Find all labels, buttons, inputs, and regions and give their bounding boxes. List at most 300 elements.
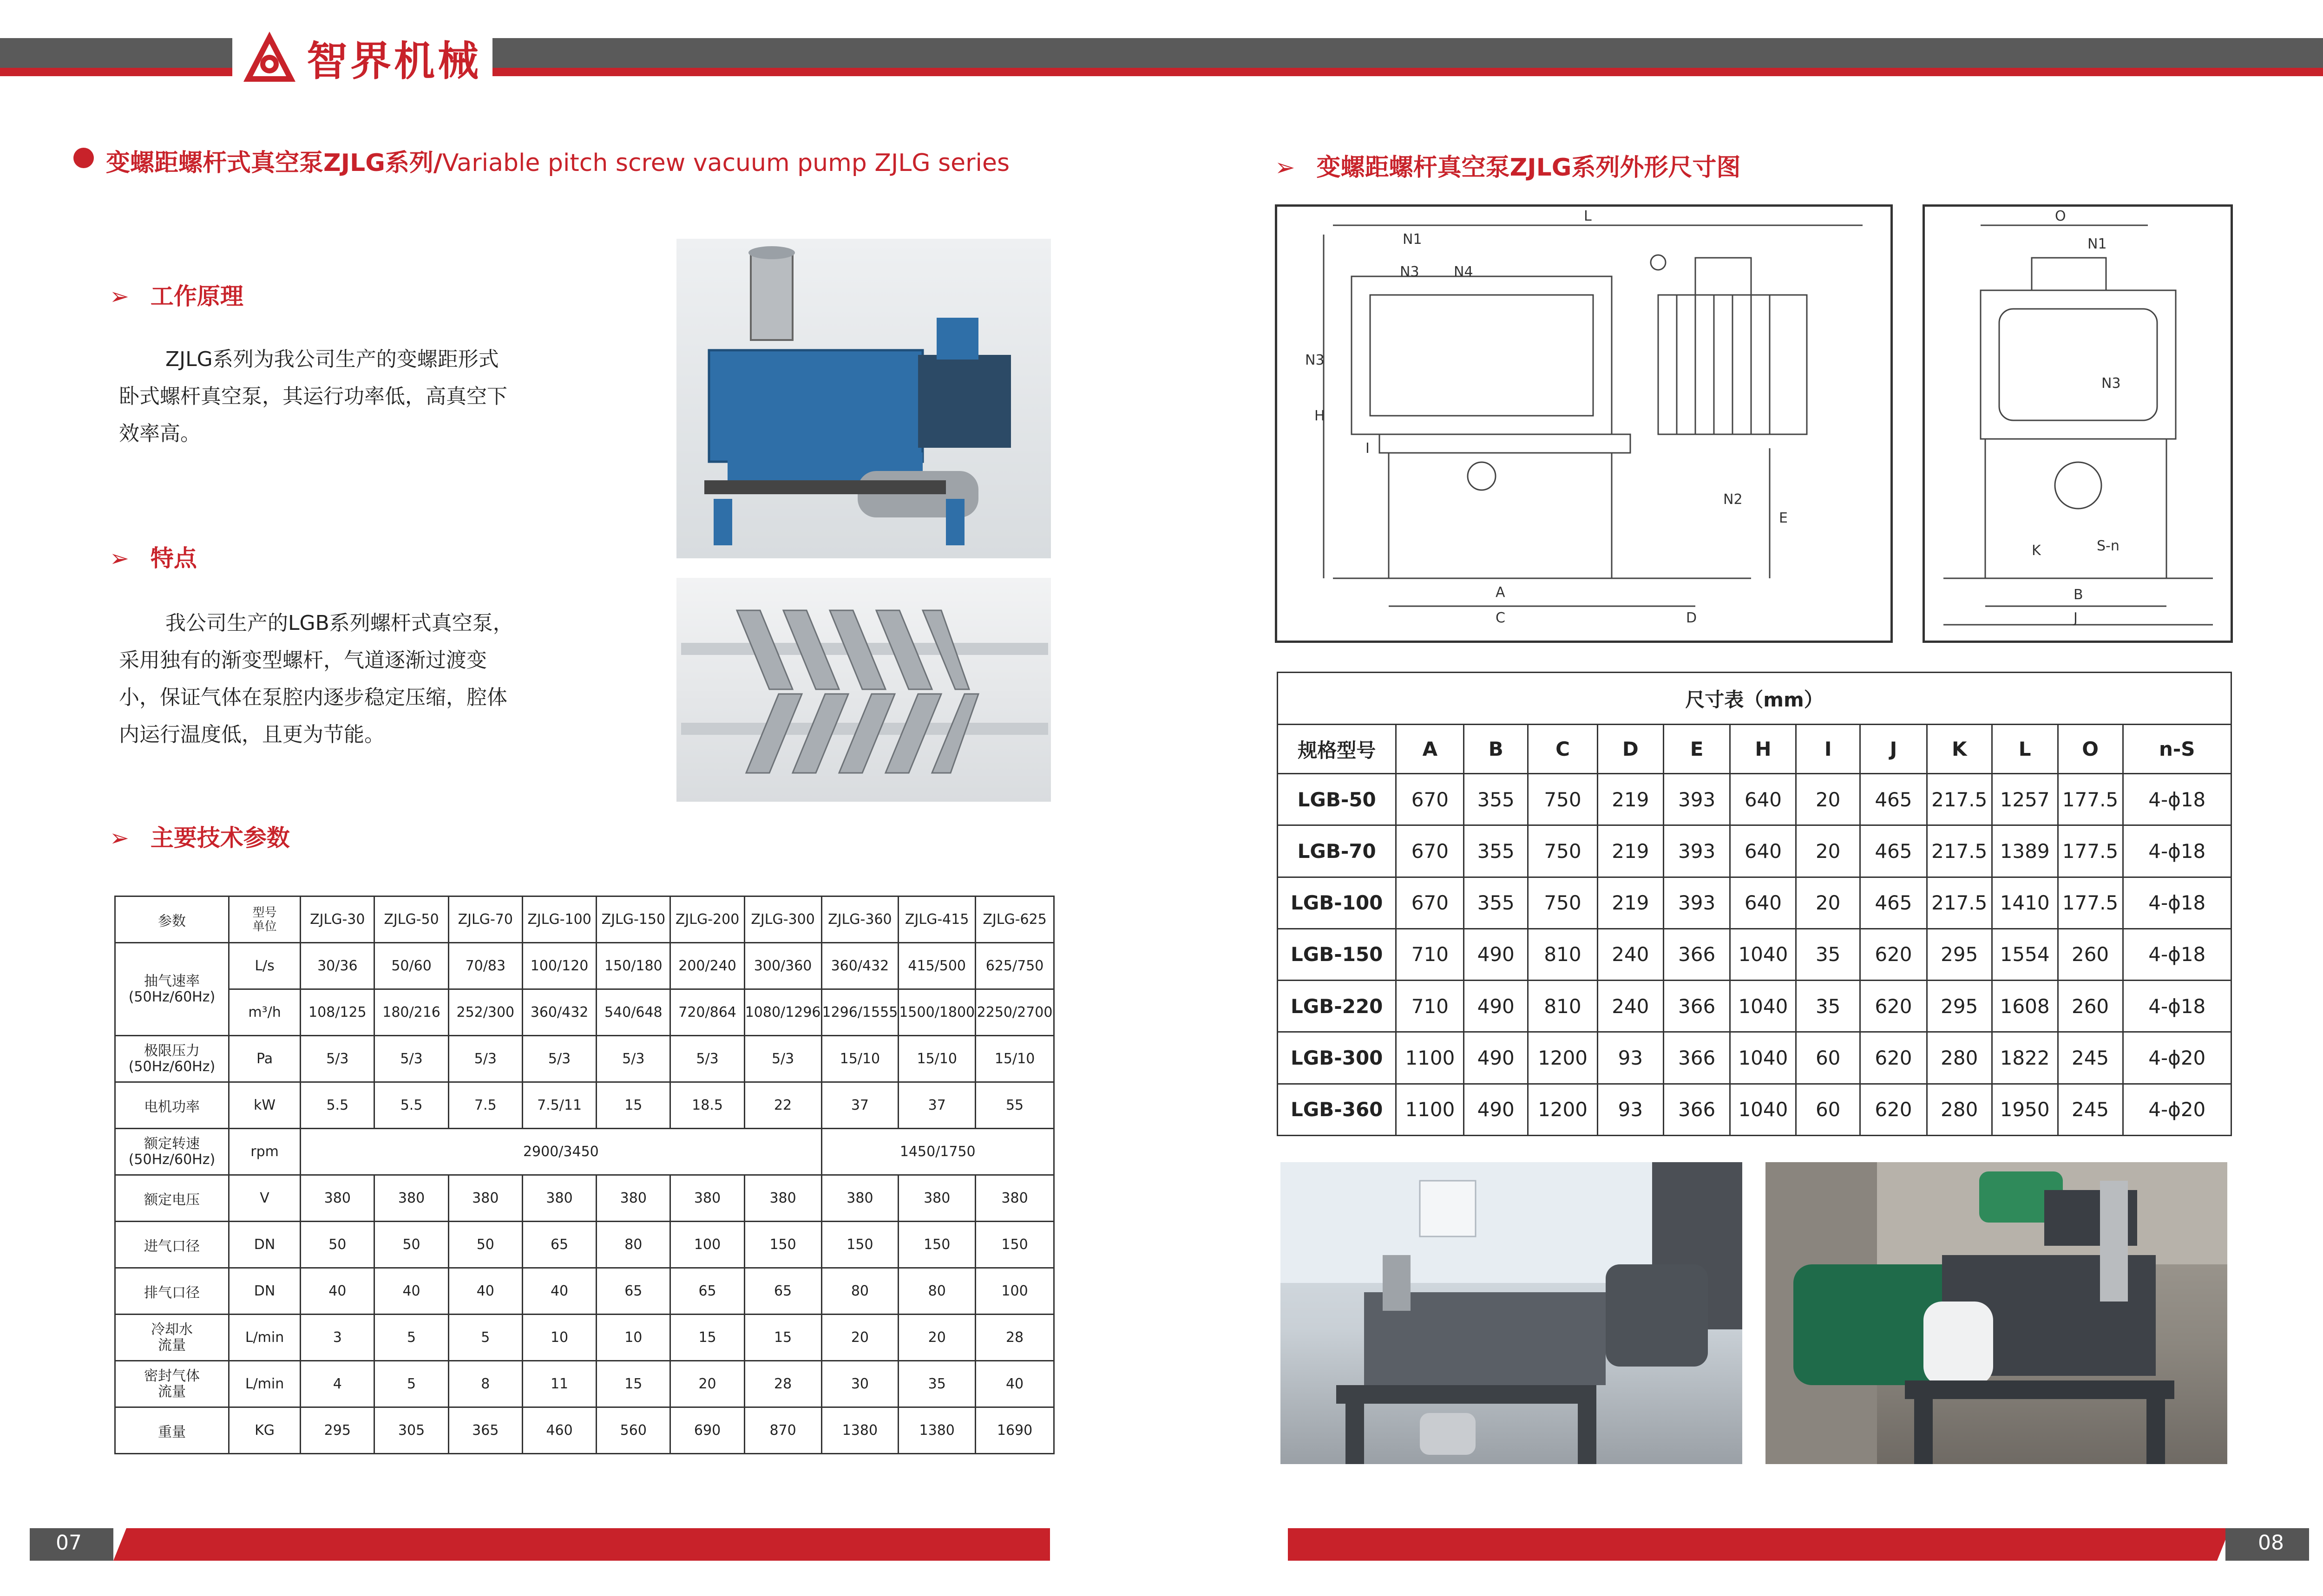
- row-label: 进气口径: [115, 1222, 229, 1268]
- value-cell: 720/864: [670, 989, 744, 1036]
- column-header: I: [1796, 725, 1860, 774]
- cell: 240: [1597, 981, 1663, 1032]
- cell: 490: [1464, 929, 1528, 980]
- unit-cell: L/min: [229, 1315, 300, 1361]
- value-cell: 380: [448, 1175, 522, 1222]
- unit-cell: KG: [229, 1407, 300, 1454]
- cell: 393: [1663, 774, 1730, 825]
- value-cell: 5/3: [744, 1036, 821, 1082]
- value-cell: 10: [597, 1315, 670, 1361]
- model-cell: ZJLG-30: [301, 896, 374, 943]
- value-cell: 40: [374, 1268, 448, 1315]
- brand-name: 智界机械: [307, 37, 482, 85]
- row-label: 密封气体 流量: [115, 1361, 229, 1407]
- table-header-row: [1278, 725, 2231, 774]
- footer-right-red: [1288, 1528, 2230, 1561]
- table-row: [1278, 673, 2231, 725]
- row-label: 额定电压: [115, 1175, 229, 1222]
- row-label: 冷却水 流量: [115, 1315, 229, 1361]
- value-cell: 20: [821, 1315, 899, 1361]
- cell: 60: [1796, 1084, 1860, 1135]
- value-cell: 30/36: [301, 943, 374, 989]
- cell: 20: [1796, 774, 1860, 825]
- dim-label-N3-front: N3: [2101, 375, 2121, 392]
- cell: 4-ϕ18: [2123, 774, 2231, 825]
- value-cell: 305: [374, 1407, 448, 1454]
- value-cell: 380: [522, 1175, 596, 1222]
- row-model: LGB-220: [1278, 981, 1396, 1032]
- value-cell: 870: [744, 1407, 821, 1454]
- dim-label-N4: N4: [1454, 264, 1473, 280]
- value-cell: 1080/1296: [744, 989, 821, 1036]
- value-cell: 65: [670, 1268, 744, 1315]
- value-cell: 540/648: [597, 989, 670, 1036]
- principle-heading-label: 工作原理: [150, 283, 243, 310]
- cell: 295: [1927, 981, 1992, 1032]
- cell: 280: [1927, 1084, 1992, 1135]
- value-cell: 1500/1800: [899, 989, 976, 1036]
- value-cell: 15: [744, 1315, 821, 1361]
- value-cell: 3: [301, 1315, 374, 1361]
- dim-label-J: J: [2074, 610, 2078, 626]
- corner-unit: 单位: [252, 919, 277, 934]
- cell: 750: [1528, 774, 1598, 825]
- features-text: [119, 605, 565, 753]
- product-photo-workshop: [1765, 1162, 2227, 1464]
- value-cell: 1450/1750: [821, 1129, 1054, 1175]
- cell: 355: [1464, 774, 1528, 825]
- value-cell: 55: [976, 1082, 1054, 1129]
- value-cell: 15: [670, 1315, 744, 1361]
- value-cell: 690: [670, 1407, 744, 1454]
- value-cell: 7.5/11: [522, 1082, 596, 1129]
- value-cell: 18.5: [670, 1082, 744, 1129]
- column-header: O: [2058, 725, 2123, 774]
- cell: 20: [1796, 825, 1860, 877]
- value-cell: 5/3: [448, 1036, 522, 1082]
- cell: 35: [1796, 929, 1860, 980]
- screw-rotor-image: [676, 578, 1051, 802]
- table-row: [115, 1222, 1054, 1268]
- cell: 670: [1396, 825, 1464, 877]
- column-header: H: [1730, 725, 1796, 774]
- value-cell: 65: [597, 1268, 670, 1315]
- value-cell: 2900/3450: [301, 1129, 821, 1175]
- cell: 750: [1528, 877, 1598, 929]
- unit-cell: L/s: [229, 943, 300, 989]
- cell: 810: [1528, 981, 1598, 1032]
- title-bullet-icon: [73, 148, 94, 168]
- value-cell: 108/125: [301, 989, 374, 1036]
- cell: 4-ϕ18: [2123, 929, 2231, 980]
- dim-table: [1277, 672, 2232, 1136]
- value-cell: 380: [976, 1175, 1054, 1222]
- value-cell: 100: [670, 1222, 744, 1268]
- table-row: [1278, 877, 2231, 929]
- value-cell: 415/500: [899, 943, 976, 989]
- model-cell: ZJLG-100: [522, 896, 596, 943]
- model-cell: ZJLG-50: [374, 896, 448, 943]
- table-row: [1278, 774, 2231, 825]
- value-cell: 40: [522, 1268, 596, 1315]
- cell: 1040: [1730, 929, 1796, 980]
- cell: 490: [1464, 981, 1528, 1032]
- params-heading: [110, 819, 290, 853]
- value-cell: 200/240: [670, 943, 744, 989]
- principle-line: 效率高。: [119, 422, 201, 445]
- model-cell: ZJLG-70: [448, 896, 522, 943]
- value-cell: 28: [976, 1315, 1054, 1361]
- cell: 710: [1396, 981, 1464, 1032]
- value-cell: 30: [821, 1361, 899, 1407]
- pump-render-image: [676, 239, 1051, 558]
- value-cell: 150: [899, 1222, 976, 1268]
- cell: 1040: [1730, 1084, 1796, 1135]
- model-cell: ZJLG-300: [744, 896, 821, 943]
- cell: 245: [2058, 1084, 2123, 1135]
- cell: 4-ϕ18: [2123, 825, 2231, 877]
- value-cell: 2250/2700: [976, 989, 1054, 1036]
- cell: 620: [1860, 981, 1927, 1032]
- value-cell: 20: [670, 1361, 744, 1407]
- value-cell: 80: [899, 1268, 976, 1315]
- value-cell: 5: [374, 1361, 448, 1407]
- cell: 393: [1663, 877, 1730, 929]
- value-cell: 5: [448, 1315, 522, 1361]
- value-cell: 5: [374, 1315, 448, 1361]
- dim-label-I: I: [1365, 440, 1370, 457]
- unit-cell: L/min: [229, 1361, 300, 1407]
- value-cell: 180/216: [374, 989, 448, 1036]
- cell: 4-ϕ20: [2123, 1084, 2231, 1135]
- unit-cell: DN: [229, 1268, 300, 1315]
- cell: 640: [1730, 825, 1796, 877]
- dim-label-S: S-n: [2097, 538, 2120, 554]
- unit-cell: kW: [229, 1082, 300, 1129]
- row-label: 电机功率: [115, 1082, 229, 1129]
- value-cell: 625/750: [976, 943, 1054, 989]
- table-row: [1278, 825, 2231, 877]
- value-cell: 100/120: [522, 943, 596, 989]
- value-cell: 1690: [976, 1407, 1054, 1454]
- value-cell: 10: [522, 1315, 596, 1361]
- value-cell: 295: [301, 1407, 374, 1454]
- value-cell: 11: [522, 1361, 596, 1407]
- dim-table-title: 尺寸表（mm）: [1278, 673, 2231, 725]
- cell: 1200: [1528, 1032, 1598, 1084]
- unit-cell: Pa: [229, 1036, 300, 1082]
- value-cell: 80: [821, 1268, 899, 1315]
- column-header: D: [1597, 725, 1663, 774]
- value-cell: 5/3: [374, 1036, 448, 1082]
- value-cell: 360/432: [821, 943, 899, 989]
- principle-heading: [110, 278, 243, 311]
- dim-label-N1: N1: [1403, 231, 1422, 248]
- cell: 1950: [1992, 1084, 2058, 1135]
- cell: 490: [1464, 1084, 1528, 1135]
- cell: 710: [1396, 929, 1464, 980]
- cell: 60: [1796, 1032, 1860, 1084]
- table-row: [115, 943, 1054, 989]
- value-cell: 460: [522, 1407, 596, 1454]
- dim-label-H: H: [1314, 408, 1325, 424]
- dim-table-wrap: [1277, 672, 2232, 1136]
- cell: 366: [1663, 929, 1730, 980]
- cell: 1257: [1992, 774, 2058, 825]
- cell: 240: [1597, 929, 1663, 980]
- model-cell: ZJLG-150: [597, 896, 670, 943]
- value-cell: 5/3: [597, 1036, 670, 1082]
- row-label: 抽气速率 (50Hz/60Hz): [115, 943, 229, 1036]
- cell: 465: [1860, 774, 1927, 825]
- corner-model-unit: [229, 896, 300, 943]
- unit-cell: rpm: [229, 1129, 300, 1175]
- cell: 620: [1860, 1084, 1927, 1135]
- value-cell: 80: [597, 1222, 670, 1268]
- model-cell: ZJLG-360: [821, 896, 899, 943]
- row-model: LGB-100: [1278, 877, 1396, 929]
- value-cell: 15: [597, 1361, 670, 1407]
- principle-line: 卧式螺杆真空泵，其运行功率低，高真空下: [119, 385, 507, 408]
- value-cell: 37: [899, 1082, 976, 1129]
- cell: 1554: [1992, 929, 2058, 980]
- cell: 366: [1663, 1032, 1730, 1084]
- value-cell: 150: [821, 1222, 899, 1268]
- page-number-right: 08: [2258, 1531, 2284, 1555]
- dim-label-N2: N2: [1723, 491, 1743, 508]
- column-header: A: [1396, 725, 1464, 774]
- value-cell: 5.5: [374, 1082, 448, 1129]
- value-cell: 252/300: [448, 989, 522, 1036]
- cell: 640: [1730, 877, 1796, 929]
- column-header: K: [1927, 725, 1992, 774]
- cell: 217.5: [1927, 825, 1992, 877]
- unit-cell: DN: [229, 1222, 300, 1268]
- column-header: n-S: [2123, 725, 2231, 774]
- value-cell: 380: [374, 1175, 448, 1222]
- front-view-drawing: [1923, 204, 2233, 643]
- dim-label-N3: N3: [1305, 352, 1325, 368]
- value-cell: 300/360: [744, 943, 821, 989]
- dim-label-N1-front: N1: [2087, 236, 2107, 252]
- right-title-label: 变螺距螺杆真空泵ZJLG系列外形尺寸图: [1316, 154, 1741, 182]
- table-row: [115, 1407, 1054, 1454]
- cell: 810: [1528, 929, 1598, 980]
- value-cell: 20: [899, 1315, 976, 1361]
- table-row: [115, 1361, 1054, 1407]
- cell: 177.5: [2058, 877, 2123, 929]
- value-cell: 5/3: [670, 1036, 744, 1082]
- cell: 93: [1597, 1084, 1663, 1135]
- dim-label-O: O: [2055, 208, 2066, 224]
- features-line: 内运行温度低，且更为节能。: [119, 723, 385, 746]
- value-cell: 40: [448, 1268, 522, 1315]
- cell: 670: [1396, 877, 1464, 929]
- value-cell: 65: [522, 1222, 596, 1268]
- value-cell: 15: [597, 1082, 670, 1129]
- side-view-drawing: [1275, 204, 1893, 643]
- cell: 4-ϕ18: [2123, 877, 2231, 929]
- cell: 670: [1396, 774, 1464, 825]
- value-cell: 380: [744, 1175, 821, 1222]
- cell: 366: [1663, 1084, 1730, 1135]
- cell: 217.5: [1927, 774, 1992, 825]
- cell: 620: [1860, 929, 1927, 980]
- value-cell: 360/432: [522, 989, 596, 1036]
- cell: 35: [1796, 981, 1860, 1032]
- table-row: [1278, 1084, 2231, 1135]
- value-cell: 5/3: [301, 1036, 374, 1082]
- value-cell: 15/10: [976, 1036, 1054, 1082]
- cell: 1389: [1992, 825, 2058, 877]
- cell: 93: [1597, 1032, 1663, 1084]
- cell: 750: [1528, 825, 1598, 877]
- table-row: [115, 896, 1054, 943]
- cell: 219: [1597, 877, 1663, 929]
- value-cell: 50: [448, 1222, 522, 1268]
- principle-line: ZJLG系列为我公司生产的变螺距形式: [165, 347, 499, 371]
- column-header: L: [1992, 725, 2058, 774]
- value-cell: 380: [821, 1175, 899, 1222]
- value-cell: 1380: [899, 1407, 976, 1454]
- value-cell: 5/3: [522, 1036, 596, 1082]
- value-cell: 380: [899, 1175, 976, 1222]
- features-line: 我公司生产的LGB系列螺杆式真空泵，: [165, 611, 513, 635]
- cell: 620: [1860, 1032, 1927, 1084]
- features-line: 小，保证气体在泵腔内逐步稳定压缩，腔体: [119, 686, 507, 709]
- column-header: B: [1464, 725, 1528, 774]
- value-cell: 1380: [821, 1407, 899, 1454]
- table-row: [115, 989, 1054, 1036]
- dim-label-B: B: [2074, 587, 2083, 603]
- cell: 1608: [1992, 981, 2058, 1032]
- value-cell: 380: [670, 1175, 744, 1222]
- value-cell: 1296/1555: [821, 989, 899, 1036]
- page-number-left: 07: [56, 1531, 82, 1555]
- cell: 465: [1860, 877, 1927, 929]
- params-heading-label: 主要技术参数: [150, 824, 290, 851]
- value-cell: 50: [301, 1222, 374, 1268]
- cell: 393: [1663, 825, 1730, 877]
- model-cell: ZJLG-625: [976, 896, 1054, 943]
- table-row: [115, 1315, 1054, 1361]
- arrow-icon: ➢: [1275, 154, 1295, 182]
- cell: 219: [1597, 774, 1663, 825]
- table-row: [115, 1036, 1054, 1082]
- dim-label-D: D: [1686, 610, 1697, 626]
- cell: 295: [1927, 929, 1992, 980]
- unit-cell: m³/h: [229, 989, 300, 1036]
- row-model: LGB-50: [1278, 774, 1396, 825]
- cell: 1200: [1528, 1084, 1598, 1135]
- dim-label-N3-top: N3: [1400, 264, 1419, 280]
- cell: 280: [1927, 1032, 1992, 1084]
- cell: 177.5: [2058, 774, 2123, 825]
- dim-label-A: A: [1496, 584, 1505, 601]
- product-photo-exhibition: [1280, 1162, 1742, 1464]
- value-cell: 22: [744, 1082, 821, 1129]
- features-heading: [110, 540, 197, 573]
- value-cell: 380: [301, 1175, 374, 1222]
- cell: 260: [2058, 929, 2123, 980]
- value-cell: 100: [976, 1268, 1054, 1315]
- row-model: LGB-70: [1278, 825, 1396, 877]
- principle-text: [119, 341, 537, 452]
- cell: 20: [1796, 877, 1860, 929]
- value-cell: 560: [597, 1407, 670, 1454]
- title-cn: 变螺距螺杆式真空泵ZJLG系列/: [106, 149, 442, 177]
- value-cell: 50: [374, 1222, 448, 1268]
- cell: 366: [1663, 981, 1730, 1032]
- dim-label-L: L: [1584, 208, 1592, 224]
- row-label: 额定转速 (50Hz/60Hz): [115, 1129, 229, 1175]
- cell: 355: [1464, 825, 1528, 877]
- value-cell: 7.5: [448, 1082, 522, 1129]
- value-cell: 70/83: [448, 943, 522, 989]
- cell: 1822: [1992, 1032, 2058, 1084]
- spec-table: [114, 896, 1055, 1454]
- cell: 245: [2058, 1032, 2123, 1084]
- arrow-icon: ➢: [110, 545, 129, 572]
- value-cell: 380: [597, 1175, 670, 1222]
- value-cell: 15/10: [821, 1036, 899, 1082]
- corner-param: 参数: [115, 896, 229, 943]
- left-page-title: [106, 143, 1010, 178]
- features-line: 采用独有的渐变型螺杆，气道逐渐过渡变: [119, 648, 487, 672]
- cell: 640: [1730, 774, 1796, 825]
- right-page-title: [1275, 148, 1740, 183]
- cell: 217.5: [1927, 877, 1992, 929]
- row-label: 排气口径: [115, 1268, 229, 1315]
- cell: 1040: [1730, 981, 1796, 1032]
- value-cell: 8: [448, 1361, 522, 1407]
- value-cell: 50/60: [374, 943, 448, 989]
- column-header: J: [1860, 725, 1927, 774]
- brand-logo-icon: [242, 30, 297, 85]
- dim-label-K: K: [2032, 543, 2041, 559]
- model-cell: ZJLG-415: [899, 896, 976, 943]
- title-en: Variable pitch screw vacuum pump ZJLG series: [442, 149, 1010, 177]
- cell: 4-ϕ18: [2123, 981, 2231, 1032]
- cell: 1100: [1396, 1084, 1464, 1135]
- cell: 465: [1860, 825, 1927, 877]
- model-cell: ZJLG-200: [670, 896, 744, 943]
- cell: 177.5: [2058, 825, 2123, 877]
- value-cell: 15/10: [899, 1036, 976, 1082]
- value-cell: 150/180: [597, 943, 670, 989]
- value-cell: 65: [744, 1268, 821, 1315]
- value-cell: 40: [301, 1268, 374, 1315]
- row-model: LGB-300: [1278, 1032, 1396, 1084]
- value-cell: 28: [744, 1361, 821, 1407]
- column-header: C: [1528, 725, 1598, 774]
- arrow-icon: ➢: [110, 283, 129, 310]
- footer-left-red: [113, 1528, 1050, 1561]
- table-row: [115, 1082, 1054, 1129]
- row-model: LGB-150: [1278, 929, 1396, 980]
- cell: 1410: [1992, 877, 2058, 929]
- value-cell: 35: [899, 1361, 976, 1407]
- column-header: E: [1663, 725, 1730, 774]
- table-row: [115, 1175, 1054, 1222]
- value-cell: 150: [976, 1222, 1054, 1268]
- table-row: [1278, 981, 2231, 1032]
- table-row: [115, 1268, 1054, 1315]
- cell: 1100: [1396, 1032, 1464, 1084]
- arrow-icon: ➢: [110, 824, 129, 851]
- cell: 260: [2058, 981, 2123, 1032]
- value-cell: 365: [448, 1407, 522, 1454]
